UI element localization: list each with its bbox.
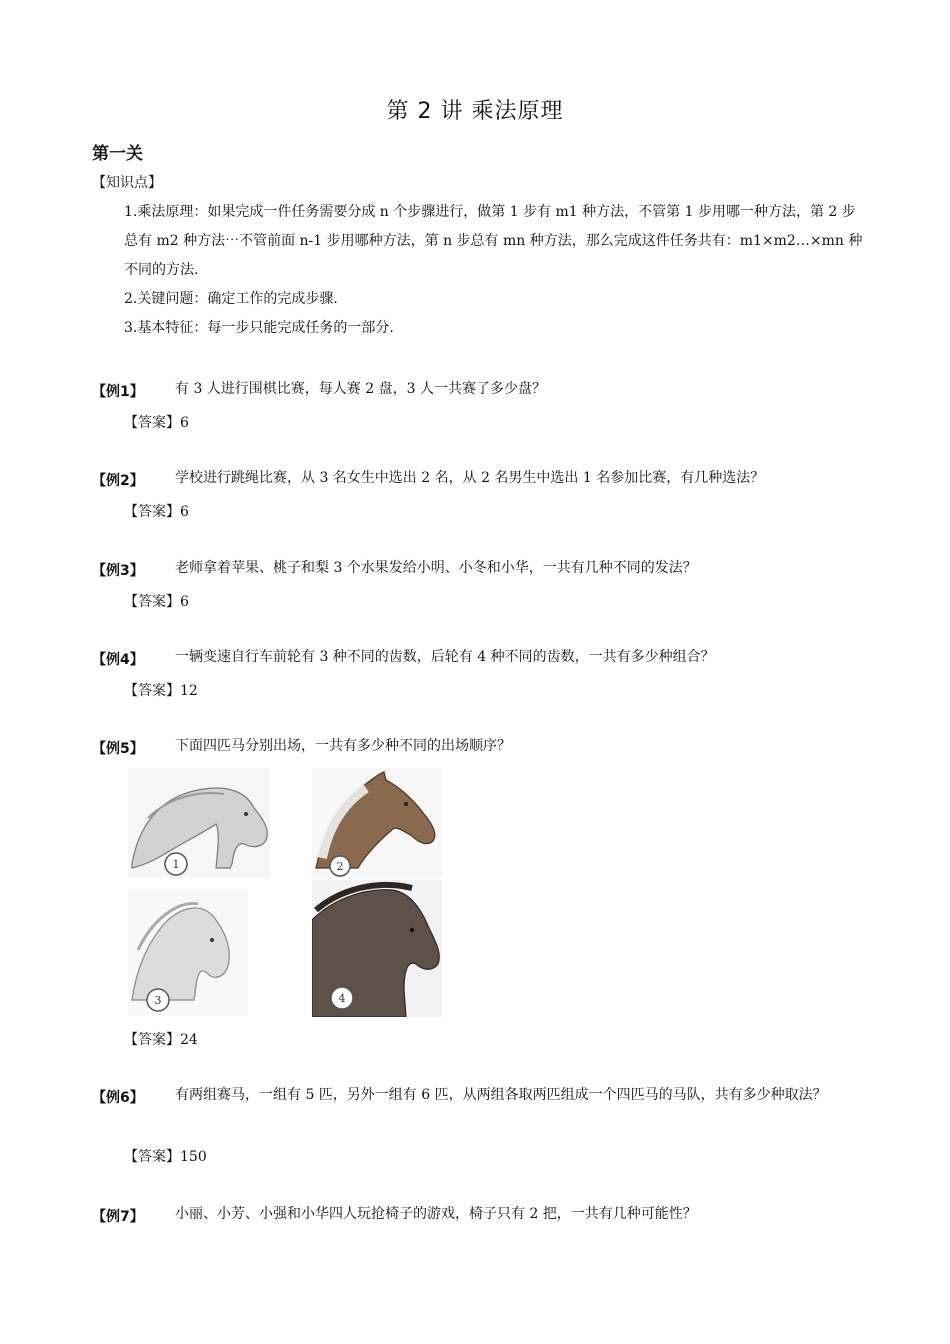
example-answer: 【答案】150 bbox=[124, 1149, 207, 1165]
example-question: 小丽、小芳、小强和小华四人玩抢椅子的游戏，椅子只有 2 把，一共有几种可能性？ bbox=[175, 1206, 697, 1222]
horse-image-4 bbox=[312, 880, 442, 1017]
horse-number: 1 bbox=[172, 858, 180, 871]
horse-image-3 bbox=[128, 890, 248, 1015]
example-answer: 【答案】24 bbox=[124, 1032, 198, 1048]
example-label: 【例2】 bbox=[92, 473, 144, 489]
example-question: 一辆变速自行车前轮有 3 种不同的齿数，后轮有 4 种不同的齿数，一共有多少种组合？ bbox=[175, 649, 715, 665]
example-answer: 【答案】6 bbox=[124, 415, 189, 431]
example-label: 【例7】 bbox=[92, 1209, 144, 1225]
knowledge-list bbox=[124, 198, 864, 343]
example-answer: 【答案】6 bbox=[124, 594, 189, 610]
knowledge-item: 3.基本特征：每一步只能完成任务的一部分. bbox=[124, 320, 394, 336]
horse-image-1 bbox=[128, 768, 270, 878]
example-label: 【例5】 bbox=[92, 741, 144, 757]
knowledge-item: 1.乘法原理：如果完成一件任务需要分成 n 个步骤进行，做第 1 步有 m1 种方法，不管第 1 步用哪一种方法，第 2 步总有 m2 种方法⋯不管前面 n-1 步用哪种方法，第 n 步总有 mn 种方法，那么完成这件任务共有：m1×m2…×mn 种不同的方法. bbox=[124, 204, 863, 278]
horse-number: 4 bbox=[338, 992, 346, 1005]
example-question: 有 3 人进行围棋比赛，每人赛 2 盘，3 人一共赛了多少盘？ bbox=[175, 381, 546, 397]
example-question: 下面四匹马分别出场，一共有多少种不同的出场顺序？ bbox=[175, 738, 511, 754]
knowledge-item: 2.关键问题：确定工作的完成步骤. bbox=[124, 291, 338, 307]
section-heading: 第一关 bbox=[92, 144, 143, 164]
example-question: 老师拿着苹果、桃子和梨 3 个水果发给小明、小冬和小华，一共有几种不同的发法？ bbox=[175, 560, 697, 576]
knowledge-label: 【知识点】 bbox=[92, 175, 162, 191]
horse-number: 2 bbox=[336, 860, 344, 873]
example-question: 学校进行跳绳比赛，从 3 名女生中选出 2 名，从 2 名男生中选出 1 名参加比赛，有几种选法？ bbox=[175, 470, 765, 486]
example-answer: 【答案】6 bbox=[124, 504, 189, 520]
horse-image-2 bbox=[312, 768, 442, 878]
horse-number: 3 bbox=[154, 994, 162, 1007]
example-label: 【例6】 bbox=[92, 1090, 144, 1106]
example-label: 【例3】 bbox=[92, 563, 144, 579]
example-answer: 【答案】12 bbox=[124, 683, 198, 699]
example-label: 【例1】 bbox=[92, 384, 144, 400]
example-question: 有两组赛马，一组有 5 匹，另外一组有 6 匹，从两组各取两匹组成一个四匹马的马队，共有多少种取法？ bbox=[175, 1087, 827, 1103]
page-title: 第 2 讲 乘法原理 bbox=[386, 99, 564, 124]
example-label: 【例4】 bbox=[92, 652, 144, 668]
